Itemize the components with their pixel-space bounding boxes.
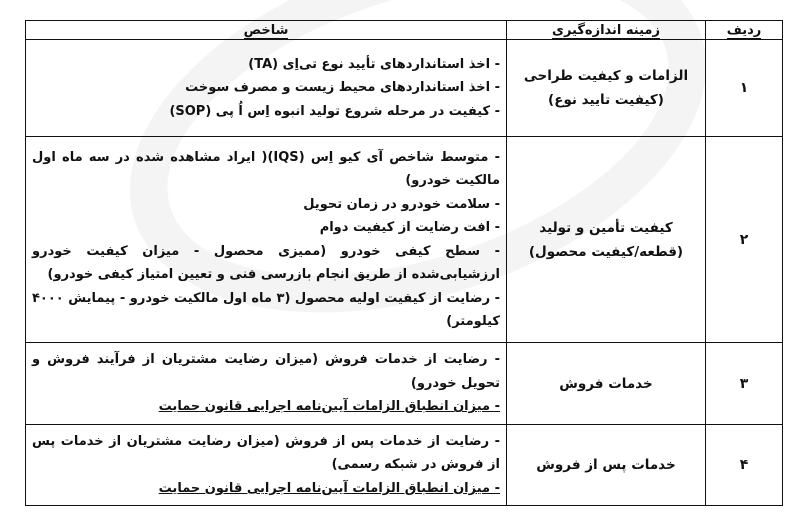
indicator-item: - سطح کیفی خودرو (ممیزی محصول - میزان کیفیت خودرو ارزشیابی‌شده از طریق انجام بازرسی فنی و تعیین امتیاز کیفی خودرو) (32, 243, 500, 282)
table-row (26, 343, 783, 425)
indicator-list (26, 343, 507, 425)
area-title: الزامات و کیفیت طراحی (523, 68, 689, 84)
area-subtitle: (قطعه/کیفیت محصول) (528, 243, 684, 260)
table-header-row (26, 21, 783, 40)
indicator-item: - میزان انطباق الزامات آیین‌نامه اجرایی قانون حمایت (158, 399, 500, 415)
measurement-area (507, 40, 706, 137)
indicator-list (26, 425, 507, 506)
indicator-item: - میزان انطباق الزامات آیین‌نامه اجرایی قانون حمایت (158, 480, 500, 496)
area-title: کیفیت تأمین و تولید (539, 219, 673, 236)
measurement-area (507, 137, 706, 343)
table-row (26, 40, 783, 137)
area-title: خدمات فروش (559, 375, 653, 392)
header-measurement-area: زمینه اندازه‌گیری (507, 21, 706, 40)
row-number: ۱ (706, 40, 783, 137)
indicator-item: - رضایت از کیفیت اولیه محصول (۳ ماه اول مالکیت خودرو - پیمایش ۴۰۰۰ کیلومتر) (32, 290, 500, 329)
indicator-item: - رضایت از خدمات پس از فروش (میزان رضایت مشتریان از خدمات پس از فروش در شبکه رسمی) (32, 433, 500, 473)
indicator-item: - متوسط شاخص آی کیو اِس (IQS)( ایراد مشاهده شده در سه ماه اول مالکیت خودرو) (32, 149, 500, 188)
indicator-item: - افت رضایت از کیفیت دوام (319, 220, 500, 235)
table-row (26, 425, 783, 506)
area-subtitle: (کیفیت تایید نوع) (548, 92, 664, 108)
table-row (26, 137, 783, 343)
indicator-item: - اخذ استانداردهای محیط زیست و مصرف سوخت (185, 80, 500, 96)
row-number: ۲ (706, 137, 783, 343)
indicator-item: - اخذ استانداردهای تأیید نوع تی‌اِی (TA) (248, 56, 500, 72)
row-number: ۴ (706, 425, 783, 506)
indicator-item: - رضایت از خدمات فروش (میزان رضایت مشتریان از فرآیند فروش و تحویل خودرو) (32, 352, 500, 391)
indicator-list (26, 137, 507, 343)
indicator-list (26, 40, 507, 137)
measurement-area (507, 425, 706, 506)
indicator-item: - کیفیت در مرحله شروع تولید انبوه اِس اُ پی (SOP) (169, 103, 500, 119)
measurement-indicators-table (25, 20, 783, 506)
measurement-area (507, 343, 706, 425)
area-title: خدمات پس از فروش (536, 457, 676, 473)
indicator-item: - سلامت خودرو در زمان تحویل (303, 196, 500, 212)
row-number: ۳ (706, 343, 783, 425)
header-indicator: شاخص (26, 21, 507, 40)
header-row-number: ردیف (706, 21, 783, 40)
